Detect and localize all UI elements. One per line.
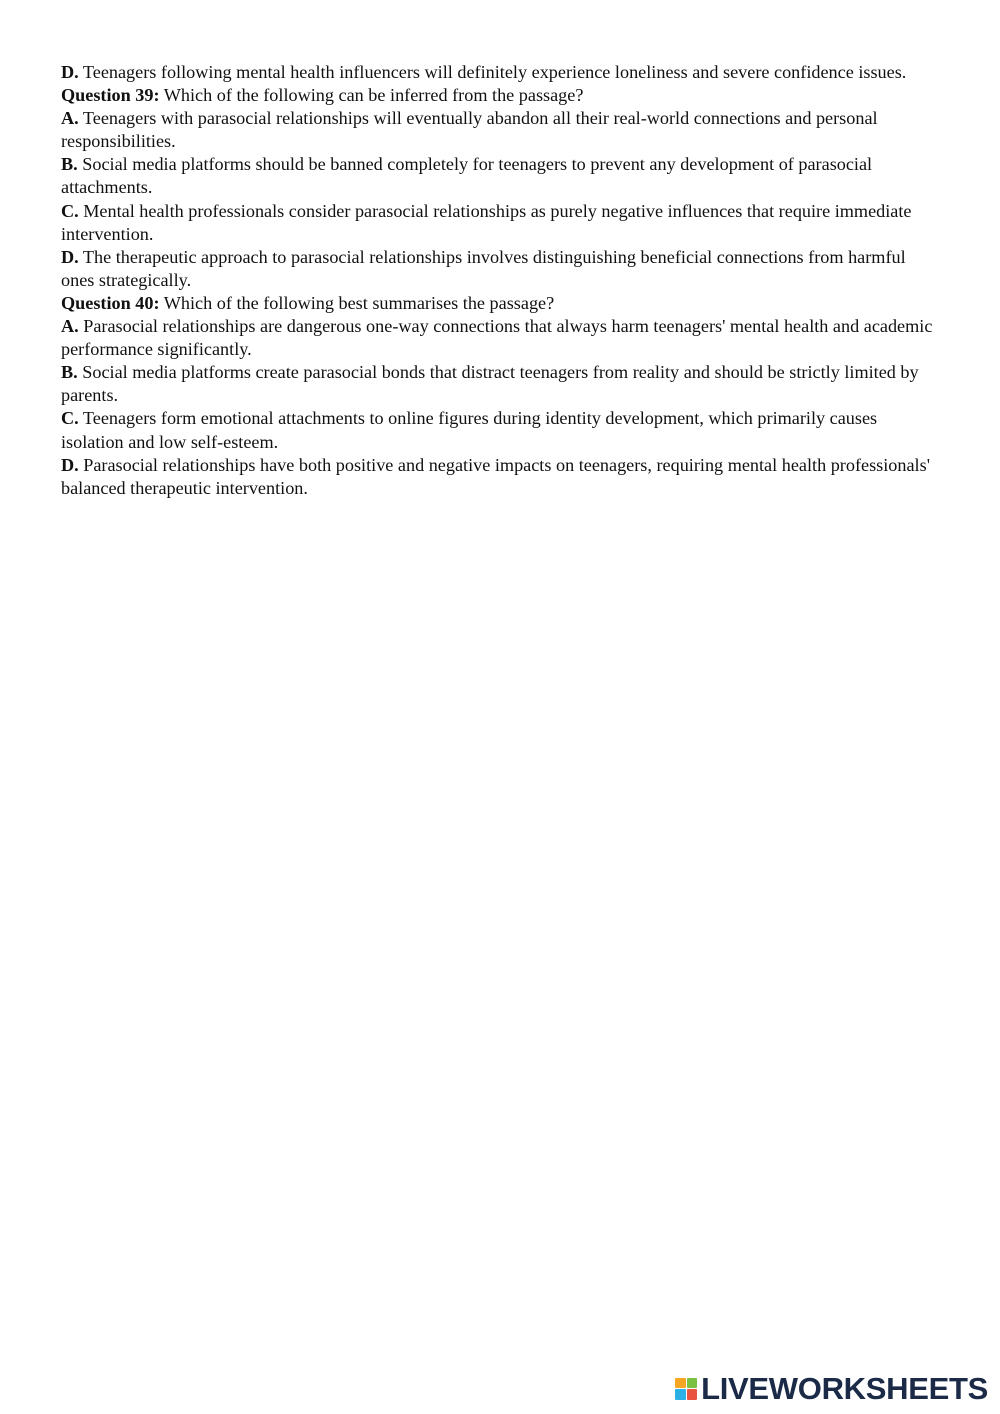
option-a-q39 xyxy=(61,107,941,153)
question-39 xyxy=(61,84,941,107)
option-label: C. xyxy=(61,200,79,221)
option-text: Parasocial relationships are dangerous one-way connections that always harm teenagers' mental health and academic performance significantly. xyxy=(61,316,933,360)
option-label: B. xyxy=(61,362,78,383)
question-40 xyxy=(61,292,941,315)
question-text: Which of the following best summarises the passage? xyxy=(159,292,555,313)
option-a-q40 xyxy=(61,315,941,361)
option-b-q39 xyxy=(61,153,941,199)
option-c-q39 xyxy=(61,200,941,246)
logo-square-icon xyxy=(687,1378,698,1389)
option-text: Teenagers with parasocial relationships will eventually abandon all their real-world connections and personal responsibilities. xyxy=(61,108,878,152)
worksheet-content xyxy=(61,61,941,500)
option-text: Teenagers following mental health influencers will definitely experience loneliness and severe confidence issues. xyxy=(78,62,907,82)
option-d-q38 xyxy=(61,61,941,84)
question-text: Which of the following can be inferred from the passage? xyxy=(159,85,584,106)
question-label: Question 40: xyxy=(61,292,160,313)
option-text: Social media platforms create parasocial bonds that distract teenagers from reality and should be strictly limited by parents. xyxy=(61,362,919,406)
option-d-q39 xyxy=(61,246,941,292)
option-label: A. xyxy=(61,108,79,129)
option-text: Parasocial relationships have both positive and negative impacts on teenagers, requiring mental health professionals' balanced therapeutic intervention. xyxy=(61,454,930,498)
option-b-q40 xyxy=(61,361,941,407)
logo-square-icon xyxy=(675,1378,686,1389)
liveworksheets-logo-icon xyxy=(675,1378,697,1400)
option-text: Teenagers form emotional attachments to online figures during identity development, which primarily causes isolation and low self-esteem. xyxy=(61,408,878,452)
option-label: D. xyxy=(61,62,79,82)
option-label: B. xyxy=(61,154,78,175)
option-label: D. xyxy=(61,246,79,267)
option-c-q40 xyxy=(61,407,941,453)
liveworksheets-logo[interactable] xyxy=(675,1373,988,1404)
option-text: The therapeutic approach to parasocial relationships involves distinguishing beneficial connections from harmful ones strategically. xyxy=(61,246,906,290)
logo-square-icon xyxy=(675,1389,686,1400)
option-text: Mental health professionals consider parasocial relationships as purely negative influences that require immediate intervention. xyxy=(61,200,912,244)
option-text: Social media platforms should be banned completely for teenagers to prevent any development of parasocial attachments. xyxy=(61,154,873,198)
option-label: A. xyxy=(61,316,79,337)
logo-square-icon xyxy=(687,1389,698,1400)
option-label: D. xyxy=(61,454,79,475)
option-d-q40 xyxy=(61,454,941,500)
logo-wordmark: LIVEWORKSHEETS xyxy=(701,1371,988,1406)
option-label: C. xyxy=(61,408,79,429)
question-label: Question 39: xyxy=(61,85,160,106)
